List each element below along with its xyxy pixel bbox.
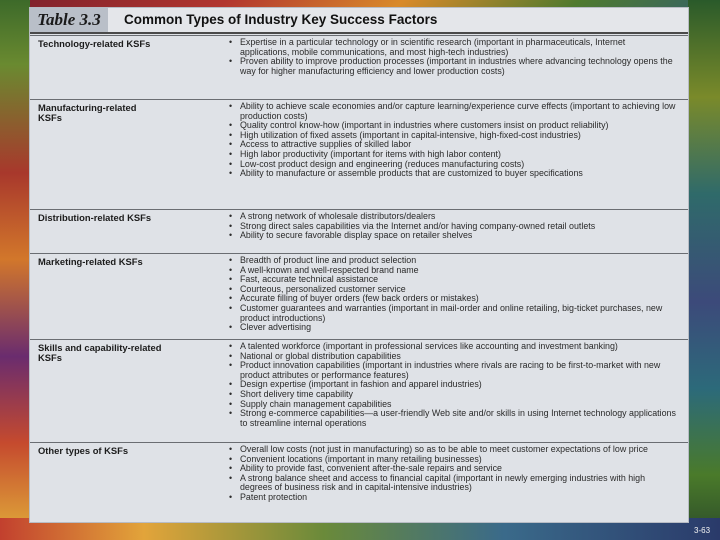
list-item: • A strong balance sheet and access to financial capital (important in newly emerging industries with high degrees of business risk and in capital-intensive industries) [229,474,677,493]
category-label: Skills and capability-related KSFs [38,342,162,363]
list-item: • High utilization of fixed assets (important in capital-intensive, high-fixed-cost industries) [229,131,677,141]
list-item: • Ability to provide fast, convenient after-the-sale repairs and service [229,464,677,474]
list-item: • Convenient locations (important in many retailing businesses) [229,455,677,465]
bullet-list [229,102,677,179]
slide-page-number: 3-63 [694,526,711,535]
list-item: • Ability to manufacture or assemble products that are customized to buyer specifications [229,169,677,179]
list-item: • Fast, accurate technical assistance [229,275,677,285]
list-item: • Patent protection [229,493,677,503]
list-item: • Short delivery time capability [229,390,677,400]
bullet-list [229,445,677,503]
bullet-list [229,256,677,333]
section-other [30,442,688,522]
list-item: • Proven ability to improve production processes (important in industries where advancing technology opens the way for higher manufacturing efficiency and lower production costs) [229,57,677,76]
list-item: • A well-known and well-respected brand name [229,266,677,276]
section-distribution [30,209,688,254]
bullet-list [229,38,677,76]
list-item: • Accurate filling of buyer orders (few back orders or mistakes) [229,294,677,304]
list-item: • Breadth of product line and product selection [229,256,677,266]
list-item: • Access to attractive supplies of skilled labor [229,140,677,150]
category-label: Other types of KSFs [38,445,129,456]
list-item: • High labor productivity (important for items with high labor content) [229,150,677,160]
table-title: Common Types of Industry Key Success Factors [124,12,438,27]
list-item: • Clever advertising [229,323,677,333]
background-right-strip [688,0,720,540]
section-marketing [30,253,688,340]
list-item: • Quality control know-how (important in industries where customers insist on product reliability) [229,121,677,131]
section-skills [30,339,688,443]
list-item: • Low-cost product design and engineering (reduces manufacturing costs) [229,160,677,170]
category-label: Technology-related KSFs [38,38,151,49]
background-left-strip [0,0,30,540]
list-item: • National or global distribution capabilities [229,352,677,362]
category-label: Manufacturing-related KSFs [38,102,137,123]
bullet-list [229,212,677,241]
list-item: • Strong direct sales capabilities via the Internet and/or having company-owned retail outlets [229,222,677,232]
list-item: • A strong network of wholesale distributors/dealers [229,212,677,222]
list-item: • Ability to secure favorable display space on retailer shelves [229,231,677,241]
bullet-list [229,342,677,428]
list-item: • Expertise in a particular technology or in scientific research (important in pharmaceuticals, Internet applications, mobile communications, and most high-tech industries) [229,38,677,57]
category-label: Distribution-related KSFs [38,212,152,223]
list-item: • Design expertise (important in fashion and apparel industries) [229,380,677,390]
section-manufacturing [30,99,688,210]
list-item: • Supply chain management capabilities [229,400,677,410]
list-item: • Overall low costs (not just in manufacturing) so as to be able to meet customer expectations of low price [229,445,677,455]
table-number: Table 3.3 [30,8,108,32]
table-sheet [30,8,688,522]
list-item: • Courteous, personalized customer service [229,285,677,295]
list-item: • Customer guarantees and warranties (important in mail-order and online retailing, big-ticket purchases, new product introductions) [229,304,677,323]
section-technology [30,35,688,100]
list-item: • Strong e-commerce capabilities—a user-friendly Web site and/or skills in using Internet technology applications to streamline internal operations [229,409,677,428]
list-item: • Ability to achieve scale economies and/or capture learning/experience curve effects (important to achieving low production costs) [229,102,677,121]
list-item: • A talented workforce (important in professional services like accounting and investment banking) [229,342,677,352]
list-item: • Product innovation capabilities (important in industries where rivals are racing to be first-to-market with new product attributes or performance features) [229,361,677,380]
table-header [30,8,688,34]
category-label: Marketing-related KSFs [38,256,143,267]
